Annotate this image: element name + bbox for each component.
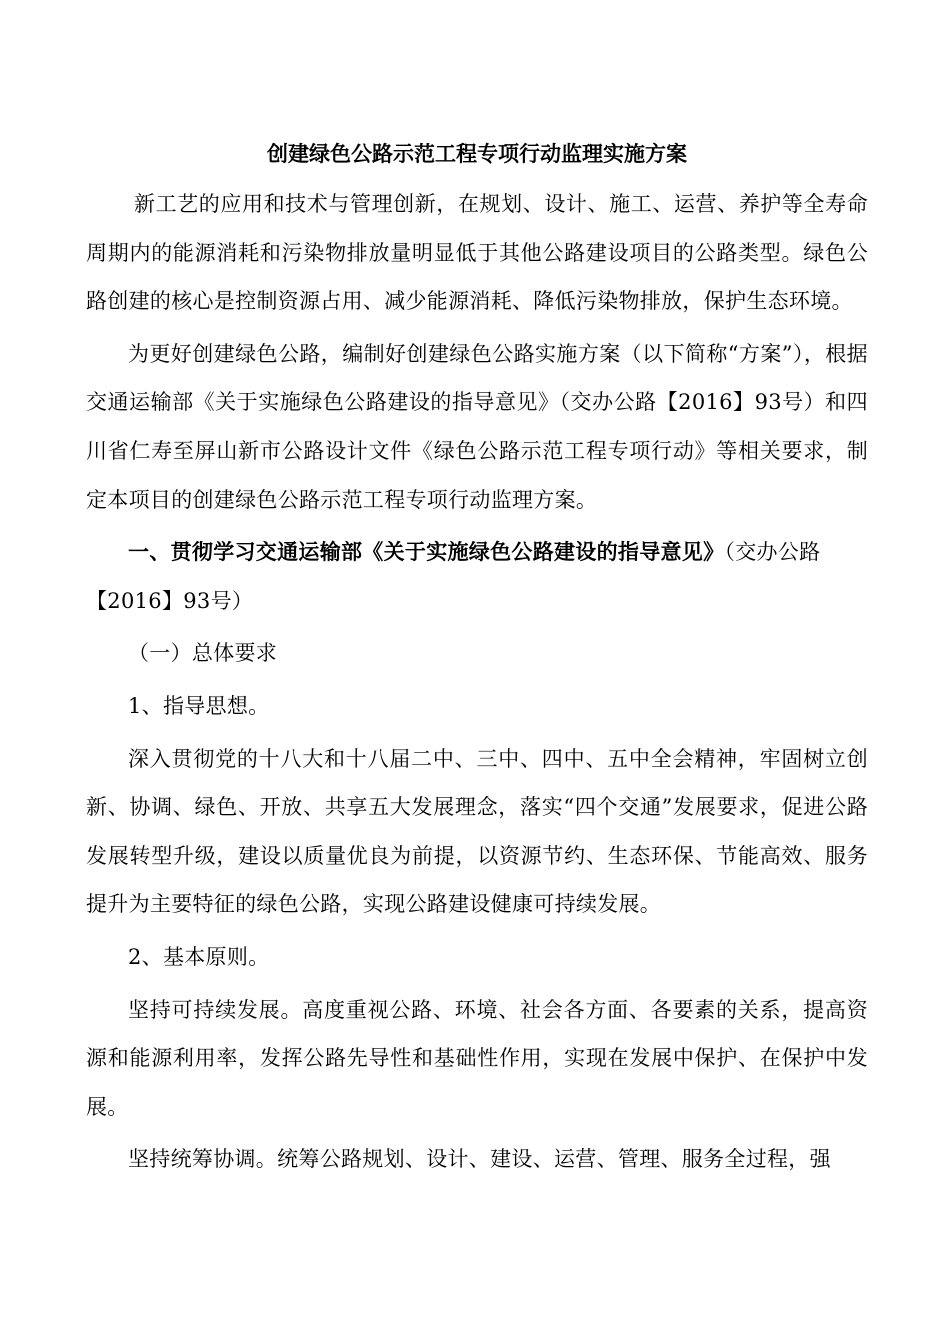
paragraph-coordination: 坚持统筹协调。统筹公路规划、设计、建设、运营、管理、服务全过程，强 [128,1147,831,1172]
paragraph-purpose: 为更好创建绿色公路，编制好创建绿色公路实施方案（以下简称“方案”），根据交通运输部《关于实施绿色公路建设的指导意见》（交办公路【2016】93号）和四川省仁寿至屏山新市公路设计文件《绿色公路示范工程专项行动》等相关要求，制定本项目的创建绿色公路示范工程专项行动监理方案。 [86,341,868,512]
section-heading-1 [86,528,868,625]
section-heading-1-rest: （交办公路【2016】93号） [86,540,821,613]
item-guiding-ideology: 1、指导思想。 [128,693,270,718]
item-basic-principles: 2、基本原则。 [128,944,270,969]
section-heading-1-bold: 一、贯彻学习交通运输部《关于实施绿色公路建设的指导意见》 [128,539,725,565]
document-title: 创建绿色公路示范工程专项行动监理实施方案 [267,141,687,166]
subsection-general-requirements: （一）总体要求 [128,641,278,666]
paragraph-intro: 新工艺的应用和技术与管理创新，在规划、设计、施工、运营、养护等全寿命周期内的能源消耗和污染物排放量明显低于其他公路建设项目的公路类型。绿色公路创建的核心是控制资源占用、减少能源消耗、降低污染物排放，保护生态环境。 [86,192,868,314]
paragraph-guiding-ideology: 深入贯彻党的十八大和十八届二中、三中、四中、五中全会精神，牢固树立创新、协调、绿色、开放、共享五大发展理念，落实“四个交通”发展要求，促进公路发展转型升级，建设以质量优良为前提，以资源节约、生态环保、节能高效、服务提升为主要特征的绿色公路，实现公路建设健康可持续发展。 [86,746,868,917]
paragraph-sustainable-development: 坚持可持续发展。高度重视公路、环境、社会各方面、各要素的关系，提高资源和能源利用率，发挥公路先导性和基础性作用，实现在发展中保护、在保护中发展。 [86,997,868,1119]
document-page [86,128,868,1184]
